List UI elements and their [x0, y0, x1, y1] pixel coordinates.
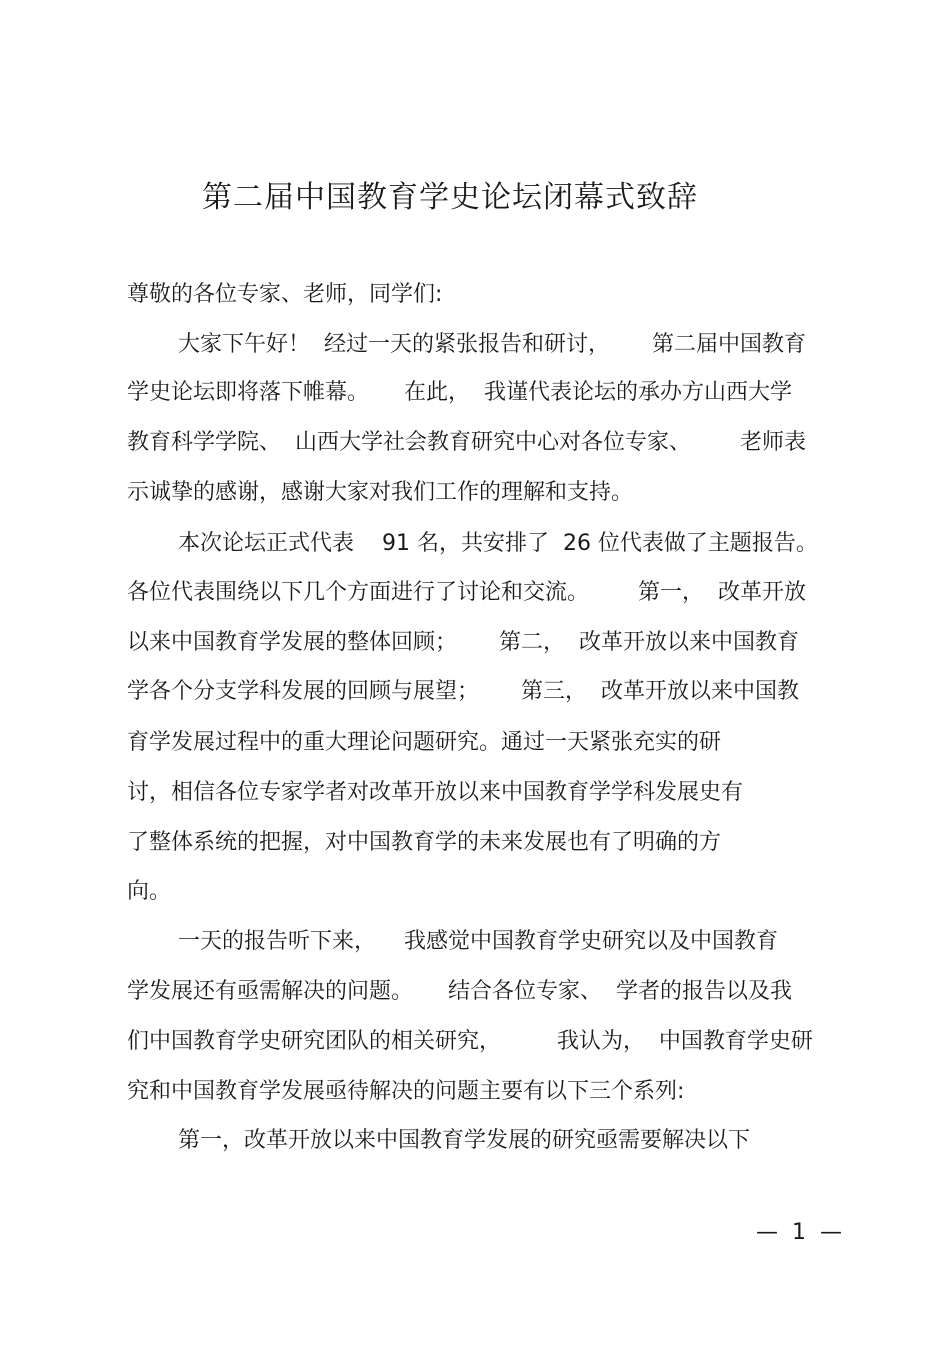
document-title: 第二届中国教育学史论坛闭幕式致辞: [202, 180, 698, 215]
text-line: 育学发展过程中的重大理论问题研究。通过一天紧张充实的研: [127, 730, 722, 755]
text-line: 了整体系统的把握，对中国教育学的未来发展也有了明确的方: [127, 830, 722, 855]
text-line: 各位代表围绕以下几个方面进行了讨论和交流。 第一， 改革开放: [127, 580, 806, 605]
text-line: 示诚挚的感谢，感谢大家对我们工作的理解和支持。: [127, 480, 634, 505]
text-line: 向。: [127, 879, 172, 904]
text-line: 学发展还有亟需解决的问题。 结合各位专家、 学者的报告以及我: [127, 979, 792, 1004]
text-line: 究和中国教育学发展亟待解决的问题主要有以下三个系列:: [127, 1079, 685, 1104]
text-line: 学史论坛即将落下帷幕。 在此， 我谨代表论坛的承办方山西大学: [127, 380, 792, 405]
text-line: 教育科学学院、 山西大学社会教育研究中心对各位专家、 老师表: [127, 430, 806, 455]
salutation: 尊敬的各位专家、老师，同学们:: [127, 282, 443, 307]
page-number: — 1 —: [756, 1220, 842, 1245]
text-line: 一天的报告听下来， 我感觉中国教育学史研究以及中国教育: [178, 929, 778, 954]
text-line: 学各个分支学科发展的回顾与展望； 第三， 改革开放以来中国教: [127, 679, 799, 704]
text-line: 本次论坛正式代表 91 名，共安排了 26 位代表做了主题报告。: [178, 531, 818, 556]
text-line: 大家下午好！ 经过一天的紧张报告和研讨， 第二届中国教育: [178, 332, 806, 357]
text-line: 们中国教育学史研究团队的相关研究， 我认为， 中国教育学史研: [127, 1029, 813, 1054]
text-line: 讨，相信各位专家学者对改革开放以来中国教育学学科发展史有: [127, 780, 744, 805]
text-line: 第一，改革开放以来中国教育学发展的研究亟需要解决以下: [178, 1128, 751, 1153]
text-line: 以来中国教育学发展的整体回顾； 第二， 改革开放以来中国教育: [127, 630, 799, 655]
